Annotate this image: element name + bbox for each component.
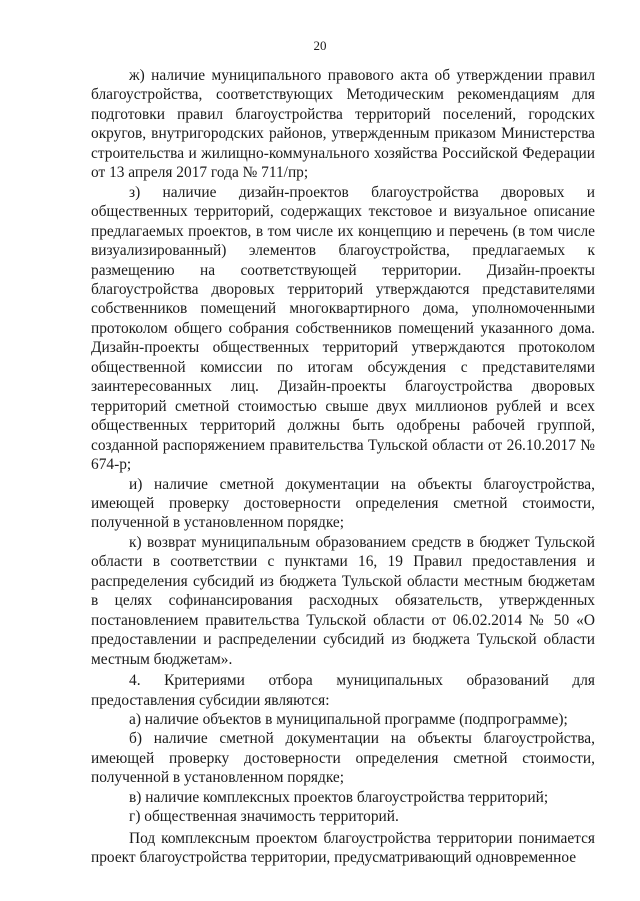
paragraph-criteria: 4. Критериями отбора муниципальных образований для предоставления субсидии являются:: [91, 672, 595, 709]
page-number: 20: [313, 38, 327, 53]
paragraph-g: г) общественная значимость территорий.: [129, 808, 399, 826]
paragraph-zh: ж) наличие муниципального правового акта об утверждении правил благоустройства, соответствующих Методическим рекомендациям для подготовки правил благоустройства территорий поселений, городских округов, внутригородских районов, утвержденным приказом Министерства строительства и жилищно-коммунального хозяйства Российской Федерации от 13 апреля 2017 года № 711/пр;: [91, 67, 595, 182]
paragraph-a: а) наличие объектов в муниципальной программе (подпрограмме);: [129, 710, 568, 728]
paragraph-i: и) наличие сметной документации на объекты благоустройства, имеющей проверку достоверности определения сметной стоимости, полученной в установленном порядке;: [91, 475, 595, 532]
paragraph-v: в) наличие комплексных проектов благоустройства территорий;: [129, 788, 549, 806]
paragraph-k: к) возврат муниципальным образованием средств в бюджет Тульской области в соответствии с пунктами 16, 19 Правил предоставления и распределения субсидий из бюджета Тульской области местным бюджетам в целях софинансирования расходных обязательств, утвержденных постановлением правительства Тульской области от 06.02.2014 № 50 «О предоставлении и распределении субсидий из бюджета Тульской области местным бюджетам».: [91, 533, 595, 668]
paragraph-complex-project: Под комплексным проектом благоустройства территории понимается проект благоустройства территории, предусматривающий одновременное: [91, 829, 595, 867]
document-body: [91, 66, 595, 868]
paragraph-z: з) наличие дизайн-проектов благоустройства дворовых и общественных территорий, содержащих текстовое и визуальное описание предлагаемых проектов, в том числе их концепцию и перечень (в том числе визуализированный) элементов благоустройства, предлагаемых к размещению на соответствующей территории. Дизайн-проекты благоустройства дворовых территорий утверждаются представителями собственников помещений многоквартирного дома, уполномоченными протоколом общего собрания собственников помещений указанного дома. Дизайн-проекты общественных территорий утверждаются протоколом общественной комиссии по итогам обсуждения с представителями заинтересованных лиц. Дизайн-проекты благоустройства дворовых территорий сметной стоимостью свыше двух миллионов рублей и всех общественных территорий должны быть одобрены рабочей группой, созданной распоряжением правительства Тульской области от 26.10.2017 № 674-р;: [91, 183, 595, 474]
paragraph-b: б) наличие сметной документации на объекты благоустройства, имеющей проверку достоверности определения сметной стоимости, полученной в установленном порядке;: [91, 730, 595, 787]
